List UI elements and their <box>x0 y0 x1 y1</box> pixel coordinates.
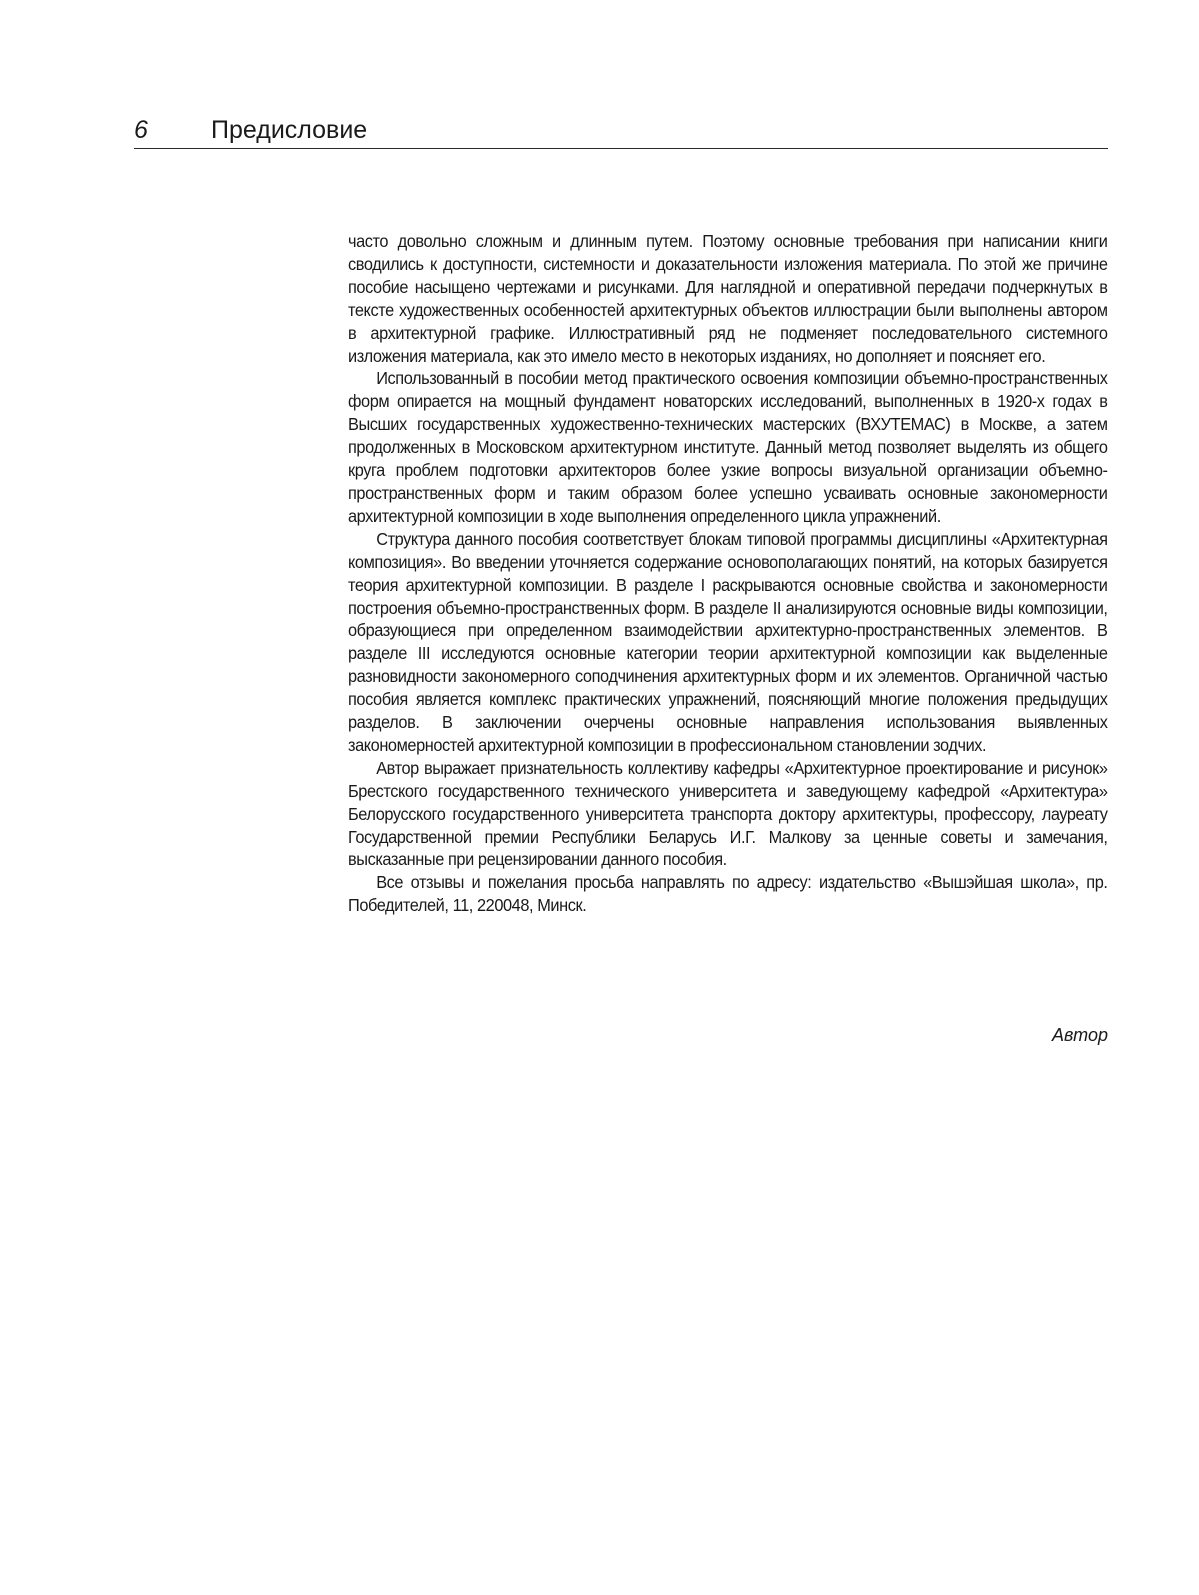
paragraph-2: Использованный в пособии метод практического освоения композиции объемно-пространственных форм опирается на мощный фундамент новаторских исследований, выполненных в 1920-х годах в Высших государственных художественно-технических мастерских (ВХУТЕМАС) в Москве, а затем продолженных в Московском архитектурном институте. Данный метод позволяет выделять из общего круга проблем подготовки архитекторов более узкие вопросы визуальной организации объемно-пространственных форм и таким образом более успешно усваивать основные закономерности архитектурной композиции в ходе выполнения определенного цикла упражнений. <box>348 368 1108 526</box>
chapter-title: Предисловие <box>211 116 368 144</box>
paragraph-5: Все отзывы и пожелания просьба направлять по адресу: издательство «Вышэйшая школа», пр. Победителей, 11, 220048, Минск. <box>348 872 1108 916</box>
paragraph-4: Автор выражает признательность коллективу кафедры «Архитектурное проектирование и рисунок» Брестского государственного технического университета и заведующему кафедрой «Архитектура» Белорусского государственного университета транспорта доктору архитектуры, профессору, лауреату Государственной премии Республики Беларусь И.Г. Малкову за ценные советы и замечания, высказанные при рецензировании данного пособия. <box>348 757 1108 870</box>
body-text-column <box>348 230 1108 917</box>
paragraph-3: Структура данного пособия соответствует блокам типовой программы дисциплины «Архитектурная композиция». Во введении уточняется содержание основополагающих понятий, на которых базируется теория архитектурной композиции. В разделе I раскрываются основные свойства и закономерности построения объемно-пространственных форм. В разделе II анализируются основные виды композиции, образующиеся при определенном взаимодействии архитектурно-пространственных элементов. В разделе III исследуются основные категории теории архитектурной композиции как выделенные разновидности закономерного соподчинения архитектурных форм и их элементов. Органичной частью пособия является комплекс практических упражнений, поясняющий многие положения предыдущих разделов. В заключении очерчены основные направления использования выявленных закономерностей архитектурной композиции в профессиональном становлении зодчих. <box>348 528 1108 755</box>
paragraph-1: часто довольно сложным и длинным путем. Поэтому основные требования при написании книги сводились к доступности, системности и доказательности изложения материала. По этой же причине пособие насыщено чертежами и рисунками. Для наглядной и оперативной передачи подчеркнутых в тексте художественных особенностей архитектурных объектов иллюстрации были выполнены автором в архитектурной графике. Иллюстративный ряд не подменяет последовательного системного изложения материала, как это имело место в некоторых изданиях, но дополняет и поясняет его. <box>348 231 1108 366</box>
author-signature: Автор <box>1051 1025 1108 1045</box>
running-head <box>134 112 1108 149</box>
page-number: 6 <box>134 116 148 144</box>
body-text <box>348 230 1108 917</box>
